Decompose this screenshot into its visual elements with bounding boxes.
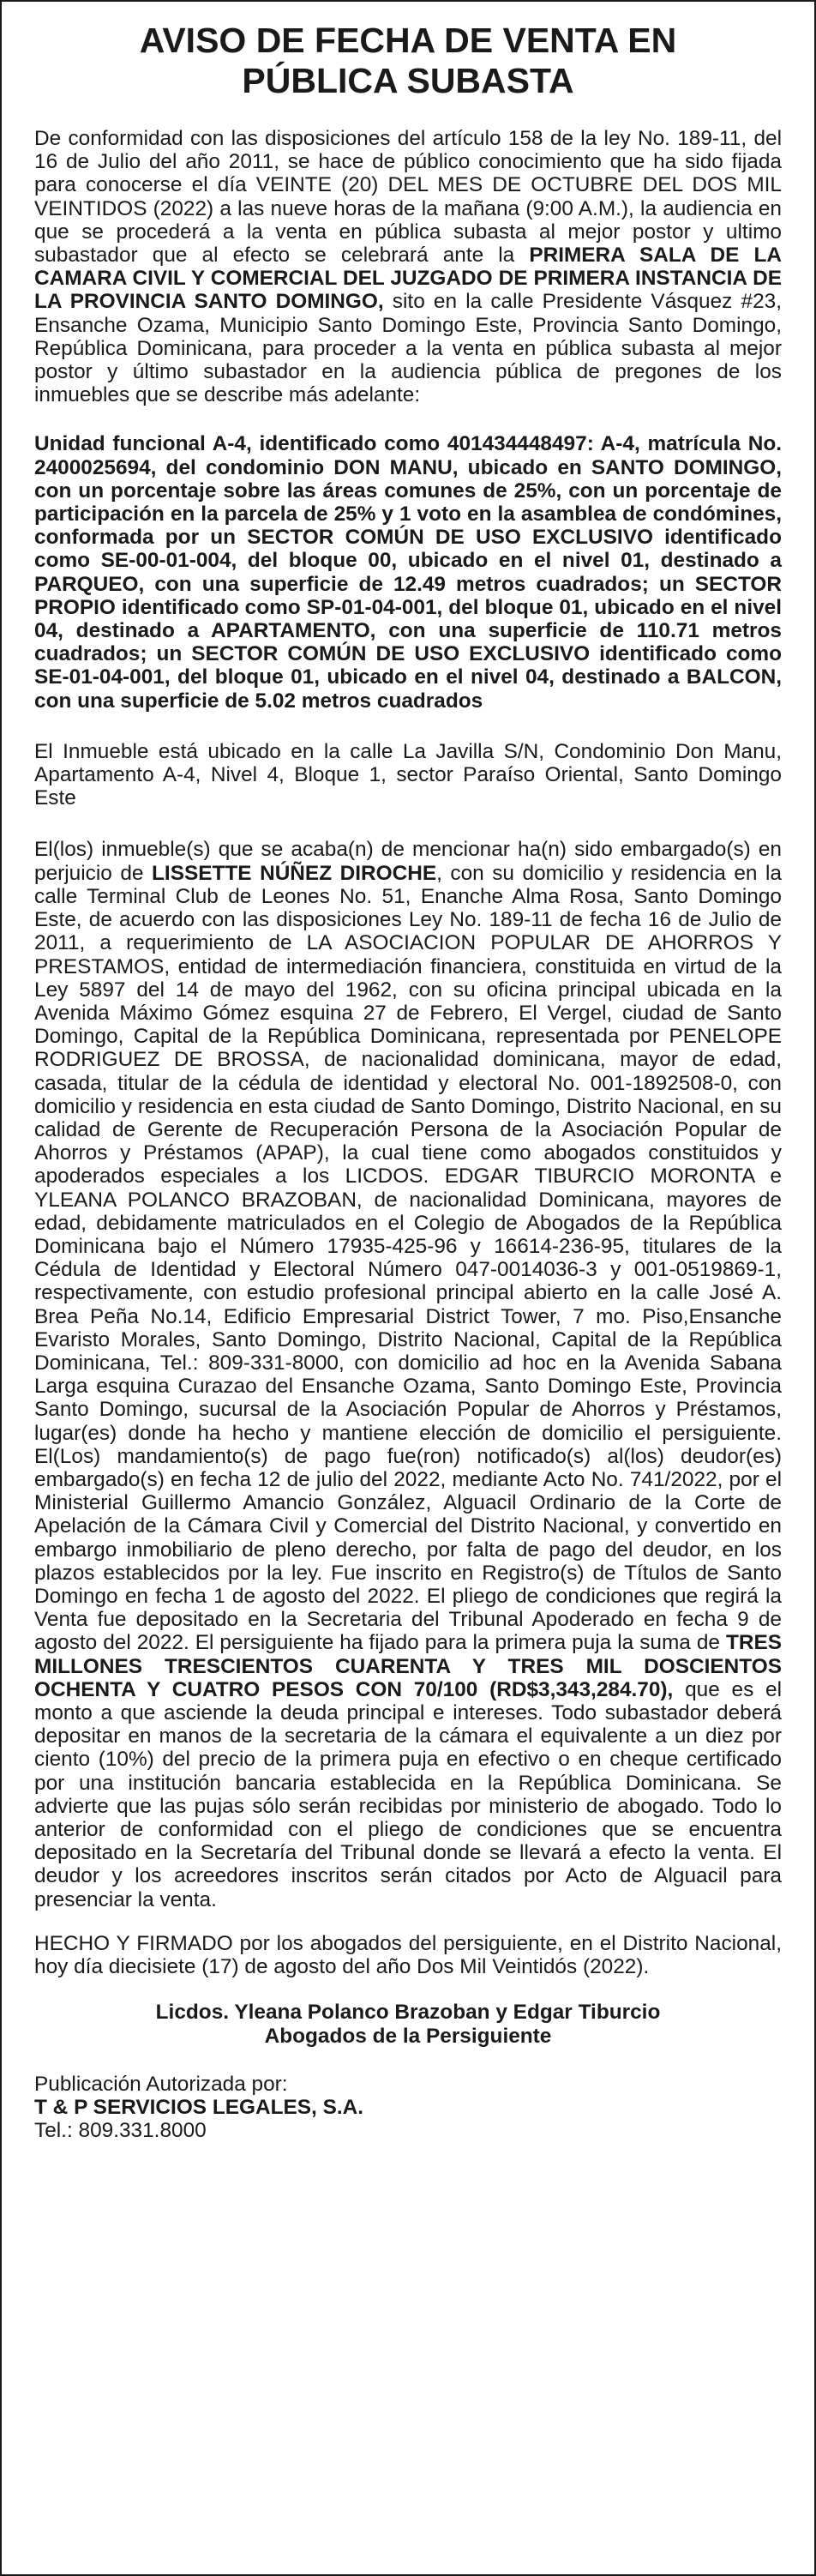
debtor-name: LISSETTE NÚÑEZ DIROCHE [152,861,437,885]
footer-phone: Tel.: 809.331.8000 [34,2119,207,2143]
signature-role: Abogados de la Persiguiente [264,2025,552,2049]
title-line-2: PÚBLICA SUBASTA [242,61,574,100]
first-bid-amount: TRES MILLONES TRESCIENTOS CUARENTA Y TRES MIL DOSCIENTOS OCHENTA Y CUATRO PESOS CON 70/100 (RD$3,343,284.70), [34,1631,782,1701]
intro-text-2: sito en la calle Presidente Vásquez #23, Ensanche Ozama, Municipio Santo Domingo Este, Provincia Santo Domingo, República Dominicana, para proceder a la venta en pública subasta al mejor postor y último subastador en la audiencia pública de pregones de los inmuebles que se describe más adelante: [34,290,782,407]
title-line-1: AVISO DE FECHA DE VENTA EN [139,21,677,60]
seizure-text-1: El(los) inmueble(s) que se acaba(n) de mencionar ha(n) sido embargado(s) en perjuicio de [34,838,782,885]
signature-names: Licdos. Yleana Polanco Brazoban y Edgar Tiburcio [155,2001,661,2025]
closing-paragraph: HECHO Y FIRMADO por los abogados del persiguiente, en el Distrito Nacional, hoy día diecisiete (17) de agosto del año Dos Mil Veintidós (2022). [34,1931,782,1979]
publication-footer [34,2073,782,2142]
seizure-paragraph [34,838,782,1911]
intro-paragraph [34,127,782,406]
footer-authorized: Publicación Autorizada por: [34,2073,288,2097]
court-name: PRIMERA SALA DE LA CAMARA CIVIL Y COMERCIAL DEL JUZGADO DE PRIMERA INSTANCIA DE LA PROVINCIA SANTO DOMINGO, [34,244,782,314]
footer-company: T & P SERVICIOS LEGALES, S.A. [34,2096,364,2120]
unit-description: Unidad funcional A-4, identificado como 401434448497: A-4, matrícula No. 2400025694, del condominio DON MANU, ubicado en SANTO DOMINGO, con un porcentaje sobre las áreas comunes de 25%, con un porcentaje de participación en la parcela de 25% y 1 voto en la asamblea de condómines, conformada por un SECTOR COMÚN DE USO EXCLUSIVO identificado como SE-00-01-004, del bloque 00, ubicado en el nivel 01, destinado a PARQUEO, con una superficie de 12.49 metros cuadrados; un SECTOR PROPIO identificado como SP-01-04-001, del bloque 01, ubicado en el nivel 04, destinado a APARTAMENTO, con una superficie de 110.71 metros cuadrados; un SECTOR COMÚN DE USO EXCLUSIVO identificado como SE-01-04-001, del bloque 01, ubicado en el nivel 04, destinado a BALCON, con una superficie de 5.02 metros cuadrados [34,432,782,713]
signature-block [34,2001,782,2049]
notice-title [34,21,782,101]
property-location: El Inmueble está ubicado en la calle La Javilla S/N, Condominio Don Manu, Apartamento A-4, Nivel 4, Bloque 1, sector Paraíso Oriental, Santo Domingo Este [34,739,782,810]
seizure-text-2: , con su domicilio y residencia en la calle Terminal Club de Leones No. 51, Enanche Alma Rosa, Santo Domingo Este, de acuerdo con las disposiciones Ley No. 189-11 de fecha 16 de Julio de 2011, a requerimiento de LA ASOCIACION POPULAR DE AHORROS Y PRESTAMOS, entidad de intermediación financiera, constituida en virtud de la Ley 5897 del 14 de mayo del 1962, con su oficina principal ubicada en la Avenida Máximo Gómez esquina 27 de Febrero, El Vergel, ciudad de Santo Domingo, Capital de la República Dominicana, representada por PENELOPE RODRIGUEZ DE BROSSA, de nacionalidad dominicana, mayor de edad, casada, titular de la cédula de identidad y electoral No. 001-1892508-0, con domicilio y residencia en esta ciudad de Santo Domingo, Distrito Nacional, en su calidad de Gerente de Recuperación Persona de la Asociación Popular de Ahorros y Préstamos (APAP), la cual tiene como abogados constituidos y apoderados especiales a los LICDOS. EDGAR TIBURCIO MORONTA e YLEANA POLANCO BRAZOBAN, de nacionalidad Dominicana, mayores de edad, debidamente matriculados en el Colegio de Abogados de la República Dominicana bajo el Número 17935-425-96 y 16614-236-95, titulares de la Cédula de Identidad y Electoral Número 047-0014036-3 y 001-0519869-1, respectivamente, con estudio profesional principal abierto en la calle José A. Brea Peña No.14, Edificio Empresarial District Tower, 7 mo. Piso,Ensanche Evaristo Morales, Santo Domingo, Distrito Nacional, Capital de la República Dominicana, Tel.: 809-331-8000, con domicilio ad hoc en la Avenida Sabana Larga esquina Curazao del Ensanche Ozama, Santo Domingo Este, Provincia Santo Domingo, sucursal de la Asociación Popular de Ahorros y Préstamos, lugar(es) donde ha hecho y mantiene elección de domicilio el persiguiente. El(Los) mandamiento(s) de pago fue(ron) notificado(s) al(los) deudor(es) embargado(s) en fecha 12 de julio del 2022, mediante Acto No. 741/2022, por el Ministerial Guillermo Amancio González, Alguacil Ordinario de la Corte de Apelación de la Cámara Civil y Comercial del Distrito Nacional, y convertido en embargo inmobiliario de pleno derecho, por falta de pago del deudor, en los plazos establecidos por la ley. Fue inscrito en Registro(s) de Títulos de Santo Domingo en fecha 1 de agosto del 2022. El pliego de condiciones que regirá la Venta fue depositado en la Secretaria del Tribunal Apoderado en fecha 9 de agosto del 2022. El persiguiente ha fijado para la primera puja la suma de [34,861,782,1655]
intro-text-1: De conformidad con las disposiciones del artículo 158 de la ley No. 189-11, del 16 de Julio del año 2011, se hace de público conocimiento que ha sido fijada para conocerse el día VEINTE (20) DEL MES DE OCTUBRE DEL DOS MIL VEINTIDOS (2022) a las nueve horas de la mañana (9:00 A.M.), la audiencia en que se procederá a la venta en pública subasta al mejor postor y ultimo subastador que al efecto se celebrará ante la [34,127,782,268]
seizure-text-3: que es el monto a que asciende la deuda principal e intereses. Todo subastador deberá depositar en manos de la secretaria de la cámara el equivalente a un diez por ciento (10%) del precio de la primera puja en efectivo o en cheque certificado por una institución bancaria establecida en la República Dominicana. Se advierte que las pujas sólo serán recibidas por ministerio de abogado. Todo lo anterior de conformidad con el pliego de condiciones que se encuentra depositado en la Secretaría del Tribunal donde se llevará a efecto la venta. El deudor y los acreedores inscritos serán citados por Acto de Alguacil para presenciar la venta. [34,1677,782,1911]
